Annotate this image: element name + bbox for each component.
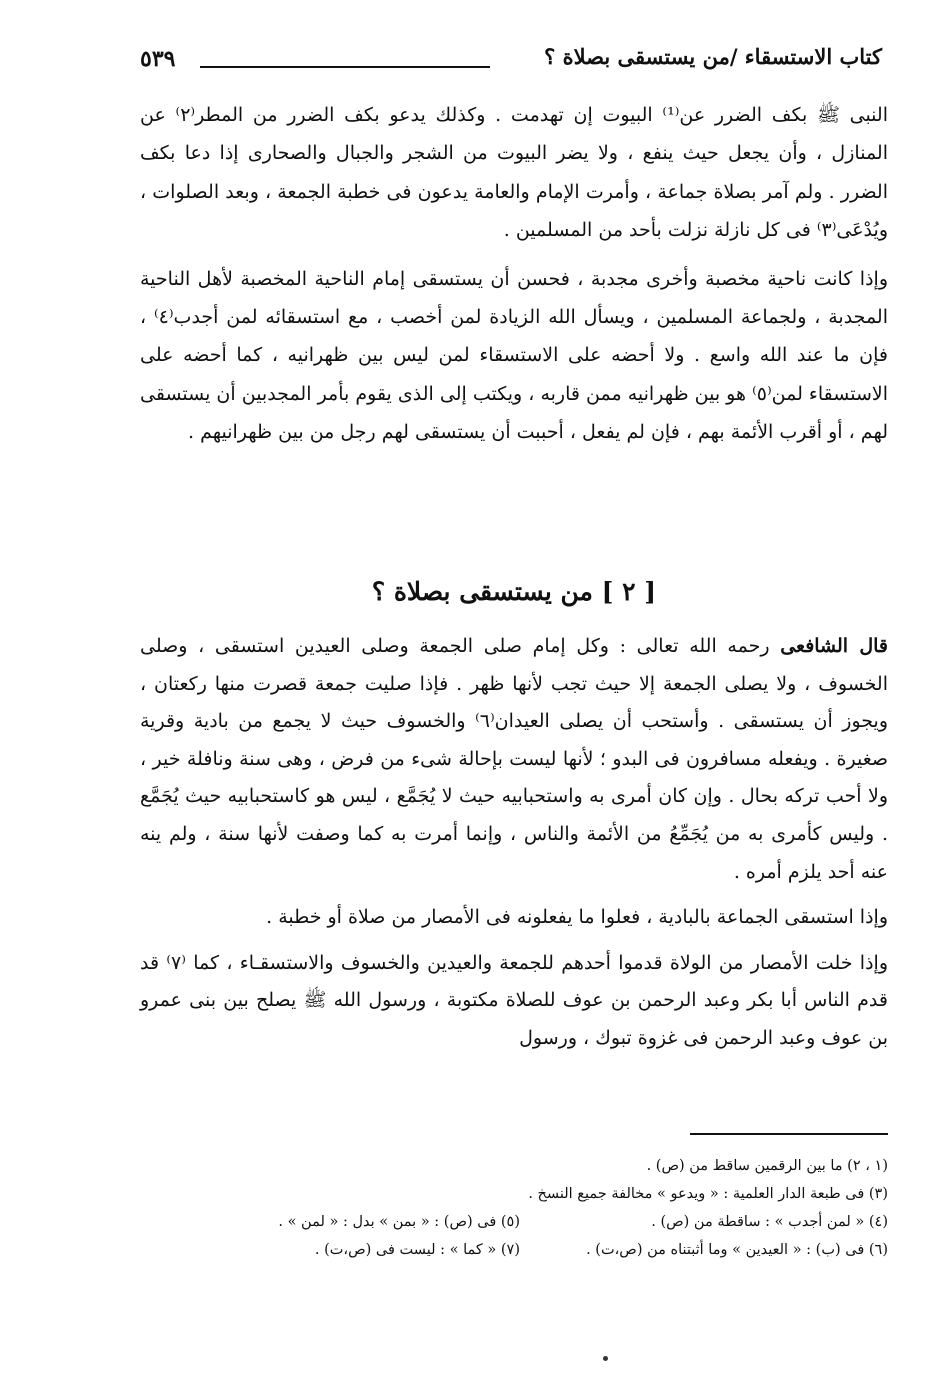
footnote-7: (٧) « كما » : ليست فى (ص،ت) . [314, 1242, 520, 1258]
footnote-3: (٣) فى طبعة الدار العلمية : « ويدعو » مخالفة جميع النسخ . [528, 1186, 888, 1202]
intro-paragraph-1: النبى ﷺ بكف الضرر عن⁽¹⁾ البيوت إن تهدمت . وكذلك يدعو بكف الضرر من المطر⁽٢⁾ عن المنازل ، وأن يجعل حيث ينفع ، ولا يضر البيوت من الشجر والجبال والصحارى إذا دعا بكف الضرر . ولم آمر بصلاة جماعة ، وأمرت الإمام والعامة يدعون فى خطبة الجمعة ، وبعد الصلوات ، ويُدْعَى⁽٣⁾ فى كل نازلة نزلت بأحد من المسلمين . [140, 104, 888, 242]
footnote-rule [690, 1133, 888, 1135]
section-title: [ ٢ ] من يستسقى بصلاة ؟ [371, 577, 657, 606]
running-title: كتاب الاستسقاء /من يستسقى بصلاة ؟ [544, 44, 882, 69]
section-paragraph-1 [140, 628, 888, 891]
footnote-row [140, 1152, 888, 1180]
footnote-6: (٦) فى (ب) : « العيدين » وما أثبتناه من (ص،ت) . [586, 1242, 888, 1258]
footnote-row [140, 1180, 888, 1208]
footnote-1-2: (١ ، ٢) ما بين الرقمين ساقط من (ص) . [646, 1158, 888, 1174]
section-paragraph-3: وإذا خلت الأمصار من الولاة قدموا أحدهم للجمعة والعيدين والخسوف والاستسقـاء ، كما ⁽٧⁾ قد قدم الناس أبا بكر وعبد الرحمن بن عوف للصلاة مكتوبة ، ورسول الله ﷺ يصلح بين بنى عمرو بن عوف وعبد الرحمن فى غزوة تبوك ، ورسول [140, 951, 888, 1049]
footnote-4: (٤) « لمن أجدب » : ساقطة من (ص) . [651, 1214, 888, 1230]
intro-paragraph-2: وإذا كانت ناحية مخصبة وأخرى مجدبة ، فحسن أن يستسقى إمام الناحية المخصبة لأهل الناحية المجدبة ، ولجماعة المسلمين ، ويسأل الله الزيادة لمن أخصب ، مع استسقائه لمن أجدب⁽٤⁾ ، فإن ما عند الله واسع . ولا أحضه على الاستسقاء لمن ليس بين ظهرانيه ، كما أحضه على الاستسقاء لمن⁽٥⁾ هو بين ظهرانيه ممن قاربه ، ويكتب إلى الذى يقوم بأمر المجدبين أن يستسقى لهم ، أو أقرب الأئمة بهم ، فإن لم يفعل ، أحببت أن يستسقى لهم رجل من بين ظهرانيهم . [140, 267, 888, 444]
speaker-name: قال الشافعى [780, 635, 888, 657]
page-number: ٥٣٩ [140, 46, 176, 72]
page-header [140, 40, 882, 80]
footnote-row [140, 1236, 888, 1264]
footnote-row [140, 1208, 888, 1236]
print-mark [603, 1356, 608, 1361]
header-rule [200, 66, 490, 68]
section-text [140, 628, 888, 1058]
footnotes [140, 1152, 888, 1264]
section-paragraph-1-text: رحمه الله تعالى : وكل إمام صلى الجمعة وصلى العيدين استسقى ، وصلى الخسوف ، ولا يصلى الجمعة إلا حيث تجب لأنها ظهر . فإذا صليت جمعة قصرت منها ركعتان ، ويجوز أن يستسقى . وأستحب أن يصلى العيدان⁽٦⁾ والخسوف حيث لا يجمع من بادية وقرية صغيرة . ويفعله مسافرون فى البدو ؛ لأنها ليست بإحالة شىء من فرض ، وهى سنة ونافلة خير ، ولا أحب تركه بحال . وإن كان أمرى به واستحبابيه حيث لا يُجَمَّع ، ليس هو كاستحبابيه حيث يُجَمَّع . وليس كأمرى به من يُجَمِّعُ من الأئمة والناس ، وإنما أمرت به كما وصفت لأنها سنة ، ولم ينه عنه أحد يلزم أمره . [140, 635, 888, 883]
intro-text [140, 96, 888, 452]
footnote-5: (٥) فى (ص) : « بمن » بدل : « لمن » . [278, 1214, 520, 1230]
section-paragraph-2: وإذا استسقى الجماعة بالبادية ، فعلوا ما يفعلونه فى الأمصار من صلاة أو خطبة . [266, 906, 888, 929]
